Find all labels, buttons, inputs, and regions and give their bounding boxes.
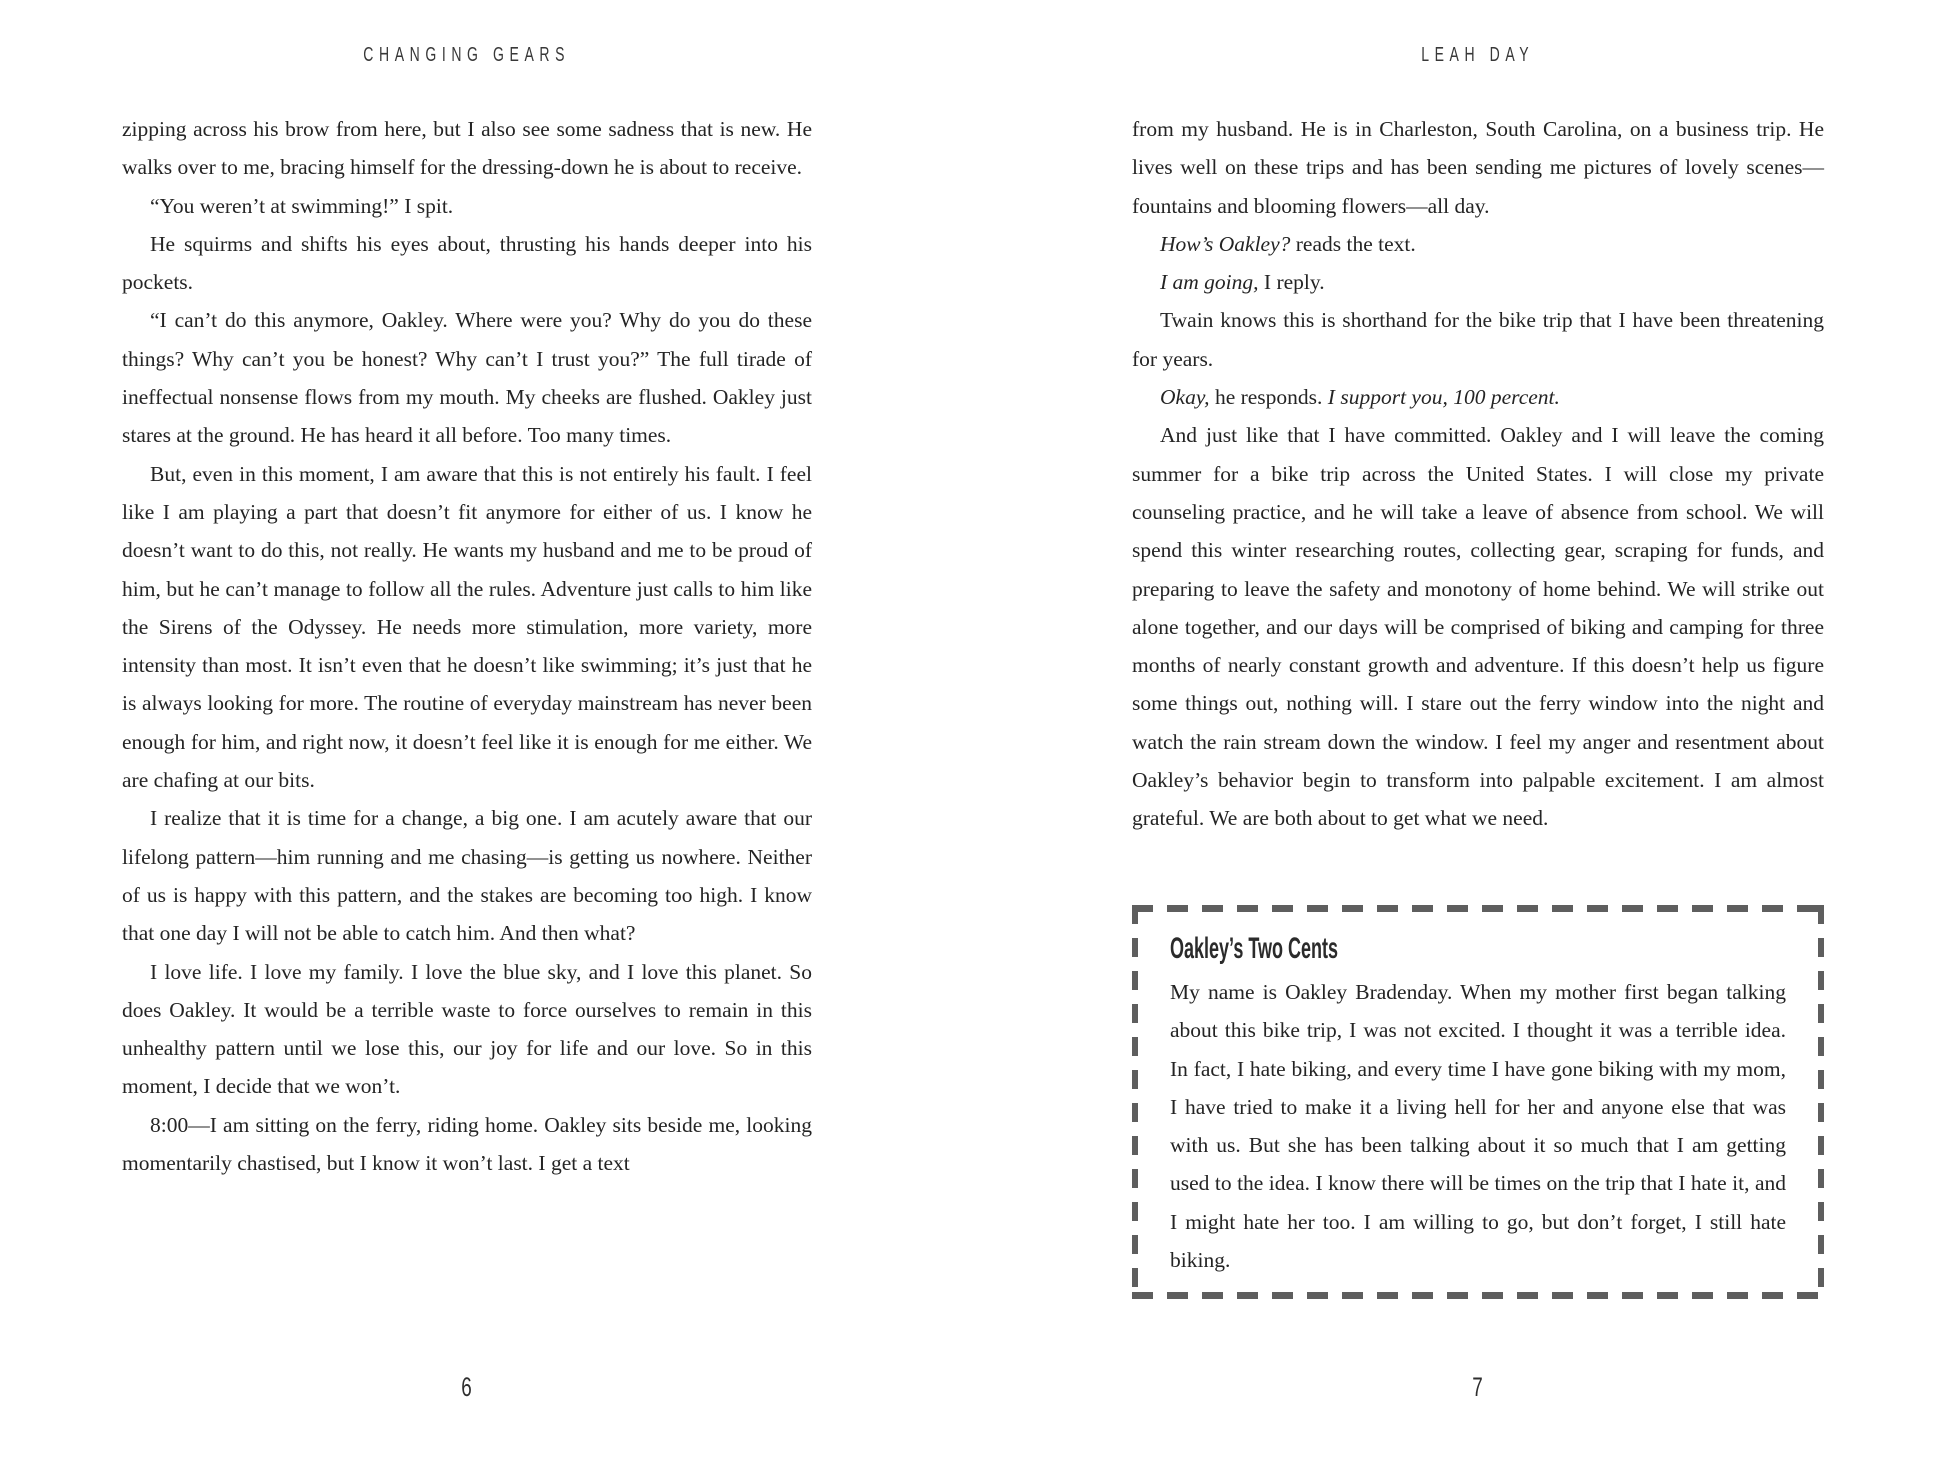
paragraph: But, even in this moment, I am aware that this is not entirely his fault. I feel like I am playing a part that doesn’t fit anymore for either of us. I know he doesn’t want to do this, not really. He wants my husband and me to be proud of him, but he can’t manage to follow all the rules. Adventure just calls to him like the Sirens of the Odyssey. He needs more stimulation, more variety, more intensity than most. It isn’t even that he doesn’t like swimming; it’s just that he is always looking for more. The routine of everyday mainstream has never been enough for him, and right now, it doesn’t feel like it is enough for me either. We are chafing at our bits.	[122, 461, 812, 793]
paragraph: I love life. I love my family. I love the blue sky, and I love this planet. So does Oakley. It would be a terrible waste to force ourselves to remain in this unhealthy pattern until we lose this, our joy for life and our love. So in this moment, I decide that we won’t.	[122, 959, 812, 1099]
body-text-right	[1132, 110, 1824, 838]
page-number-left-text: 6	[461, 1372, 473, 1402]
paragraph: He squirms and shifts his eyes about, thrusting his hands deeper into his pockets.	[122, 231, 812, 295]
callout-title	[1170, 932, 1786, 966]
paragraph: I realize that it is time for a change, a big one. I am acutely aware that our lifelong pattern—him running and me chasing—is getting us nowhere. Neither of us is happy with this pattern, and the stakes are becoming too high. I know that one day I will not be able to catch him. And then what?	[122, 806, 812, 946]
paragraph: from my husband. He is in Charleston, South Carolina, on a business trip. He lives well on these trips and has been sending me pictures of lovely scenes—fountains and blooming flowers—all day.	[1132, 117, 1824, 218]
paragraph: And just like that I have committed. Oakley and I will leave the coming summer for a bike trip across the United States. I will close my private counseling practice, and he will take a leave of absence from school. We will spend this winter researching routes, collecting gear, scraping for funds, and preparing to leave the safety and monotony of home behind. We will strike out alone together, and our days will be comprised of biking and camping for three months of nearly constant growth and adventure. If this doesn’t help us figure some things out, nothing will. I stare out the ferry window into the night and watch the rain stream down the window. I feel my anger and resentment about Oakley’s behavior begin to transform into palpable excitement. I am almost grateful. We are both about to get what we need.	[1132, 423, 1824, 831]
callout-title-text: Oakley’s Two Cents	[1170, 932, 1339, 965]
running-head-right	[1132, 44, 1824, 67]
paragraph: 8:00—I am sitting on the ferry, riding home. Oakley sits beside me, looking momentarily chastised, but I know it won’t last. I get a text	[122, 1112, 812, 1176]
paragraph: I am going, I reply.	[1160, 270, 1325, 295]
page-left	[122, 0, 812, 1460]
body-text-left	[122, 110, 812, 1182]
paragraph: “You weren’t at swimming!” I spit.	[150, 193, 454, 218]
page-number-right	[1132, 1372, 1824, 1403]
running-head-right-text: LEAH DAY	[1421, 44, 1535, 66]
page-number-left	[122, 1372, 812, 1403]
page-number-right-text: 7	[1472, 1372, 1484, 1402]
paragraph: “I can’t do this anymore, Oakley. Where were you? Why do you do these things? Why can’t you be honest? Why can’t I trust you?” The full tirade of ineffectual nonsense flows from my mouth. My cheeks are flushed. Oakley just stares at the ground. He has heard it all before. Too many times.	[122, 308, 812, 448]
running-head-left-text: CHANGING GEARS	[363, 44, 571, 66]
page-right	[1132, 0, 1824, 1460]
callout-box	[1132, 905, 1824, 1299]
paragraph: zipping across his brow from here, but I also see some sadness that is new. He walks over to me, bracing himself for the dressing-down he is about to receive.	[122, 117, 812, 180]
paragraph: My name is Oakley Bradenday. When my mother first began talking about this bike trip, I was not excited. I thought it was a terrible idea. In fact, I hate biking, and every time I have gone biking with my mom, I have tried to make it a living hell for her and anyone else that was with us. But she has been talking about it so much that I am getting used to the idea. I know there will be times on the trip that I hate it, and I might hate her too. I am willing to go, but don’t forget, I still hate biking.	[1170, 980, 1786, 1273]
running-head-left	[122, 44, 812, 67]
paragraph: How’s Oakley? reads the text.	[1160, 231, 1416, 256]
paragraph: Twain knows this is shorthand for the bike trip that I have been threatening for years.	[1132, 308, 1824, 371]
callout-body	[1170, 973, 1786, 1279]
paragraph: Okay, he responds. I support you, 100 percent.	[1160, 385, 1560, 410]
